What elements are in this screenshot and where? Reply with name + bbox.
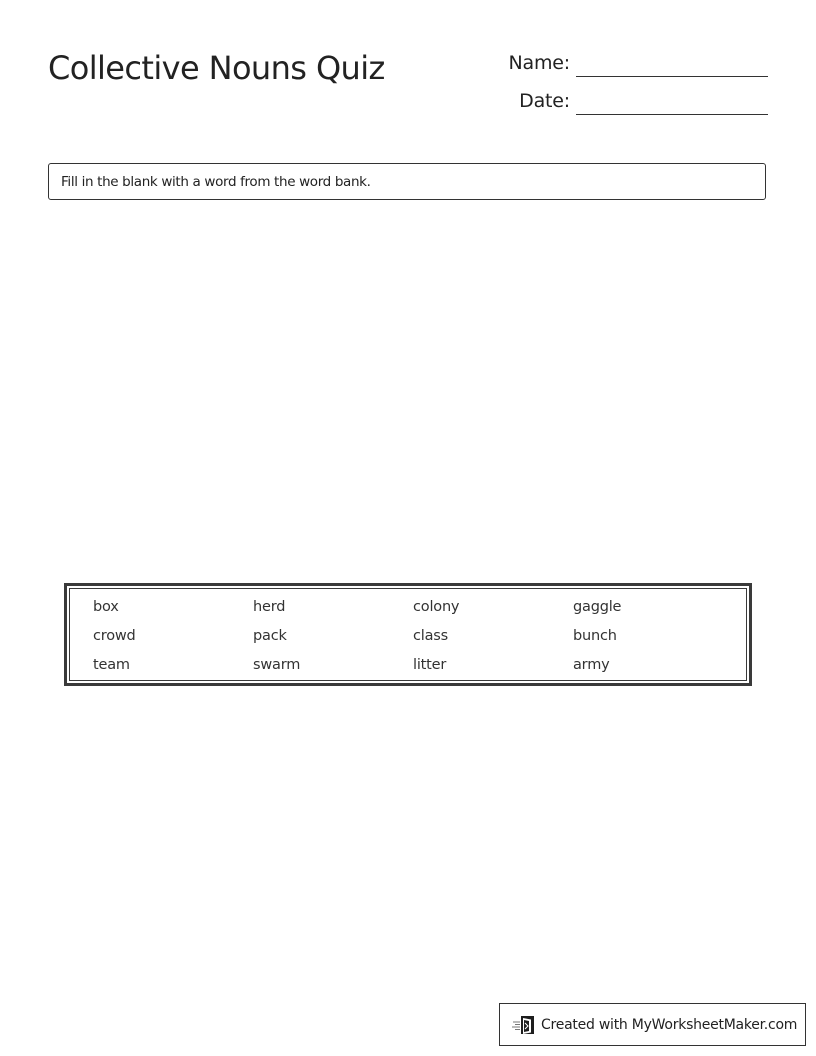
date-blank-line[interactable]: [576, 114, 768, 115]
word-bank-word: swarm: [253, 657, 301, 673]
word-bank-word: box: [93, 599, 119, 615]
word-bank-word: class: [413, 628, 448, 644]
name-blank-line[interactable]: [576, 76, 768, 77]
word-bank-word: army: [573, 657, 610, 673]
word-bank-word: herd: [253, 599, 286, 615]
date-label: Date:: [519, 90, 570, 112]
word-bank-word: colony: [413, 599, 460, 615]
word-bank: [64, 583, 752, 686]
instructions-box: [48, 163, 766, 200]
created-with-badge[interactable]: [499, 1003, 806, 1046]
word-bank-word: litter: [413, 657, 447, 673]
word-bank-word: team: [93, 657, 130, 673]
word-bank-inner-border: [69, 588, 747, 681]
word-bank-word: crowd: [93, 628, 136, 644]
created-with-text: Created with MyWorksheetMaker.com: [541, 1016, 798, 1033]
word-bank-word: gaggle: [573, 599, 622, 615]
word-bank-word: pack: [253, 628, 287, 644]
date-field: [490, 88, 768, 116]
page-title: Collective Nouns Quiz: [48, 49, 385, 87]
myworksheetmaker-logo-icon: [512, 1014, 536, 1036]
name-label: Name:: [508, 52, 570, 74]
word-bank-word: bunch: [573, 628, 617, 644]
name-field: [490, 50, 768, 78]
instructions-text: Fill in the blank with a word from the word bank.: [61, 174, 371, 190]
word-bank-grid: [93, 597, 733, 684]
